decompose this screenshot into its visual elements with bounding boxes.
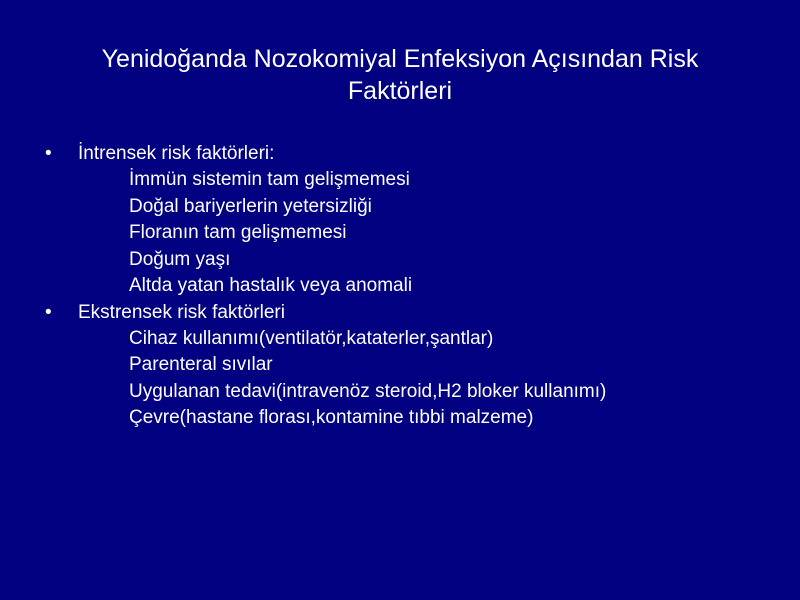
sub-item-text: İmmün sistemin tam gelişmemesi	[129, 169, 410, 190]
sub-item	[0, 220, 800, 247]
sub-item	[0, 194, 800, 221]
sub-item-text: Floranın tam gelişmemesi	[129, 222, 347, 243]
sub-item	[0, 326, 800, 353]
sub-item-text: Doğum yaşı	[129, 248, 231, 270]
slide-title-line-2: Faktörleri	[347, 77, 453, 105]
sub-item-text: Doğal bariyerlerin yetersizliği	[129, 195, 372, 217]
bullet-extrinsic-risk-factors	[0, 300, 800, 326]
sub-item-text: Altda yatan hastalık veya anomali	[129, 275, 413, 296]
sub-item-text: Uygulanan tedavi(intravenöz steroid,H2 bloker kullanımı)	[129, 380, 607, 402]
sub-item	[0, 352, 800, 379]
sub-item-text: Cihaz kullanımı(ventilatör,kataterler,şantlar)	[129, 327, 494, 349]
sub-item-text: Çevre(hastane florası,kontamine tıbbi malzeme)	[129, 407, 534, 428]
slide-title-line-1: Yenidoğanda Nozokomiyal Enfeksiyon Açısından Risk	[101, 45, 699, 73]
slide-content	[0, 141, 800, 432]
slide-title	[40, 43, 760, 107]
sub-item	[0, 379, 800, 406]
sub-item	[0, 167, 800, 194]
sub-item	[0, 273, 800, 300]
bullet-dot: •	[45, 143, 52, 164]
sub-item	[0, 405, 800, 432]
bullet-intrinsic-risk-factors	[0, 141, 800, 167]
sub-item-text: Parenteral sıvılar	[129, 354, 273, 375]
bullet-dot: •	[45, 301, 52, 323]
bullet-heading: İntrensek risk faktörleri:	[78, 143, 275, 164]
bullet-heading: Ekstrensek risk faktörleri	[78, 301, 285, 323]
sub-item	[0, 247, 800, 274]
